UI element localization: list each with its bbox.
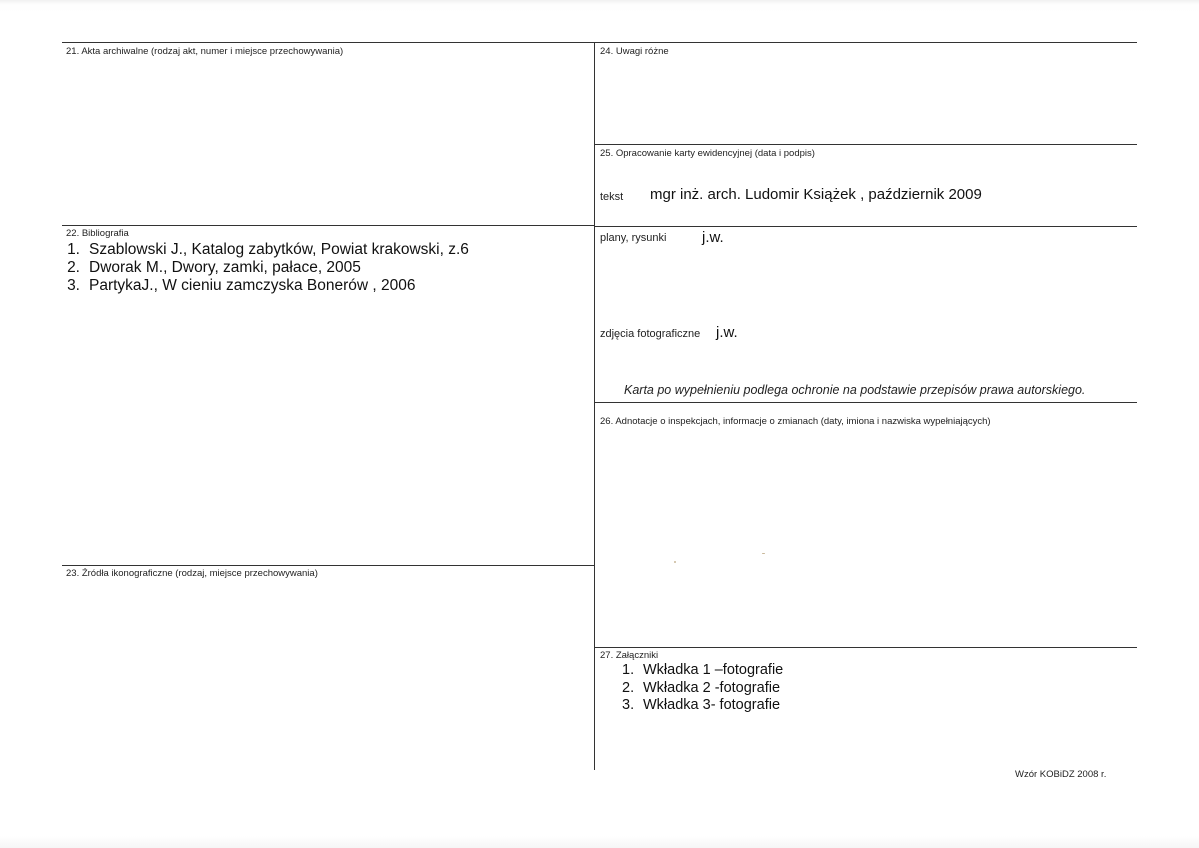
attachment-item-number: 3. [622, 697, 635, 713]
section-27-label: 27. Załączniki [600, 650, 659, 661]
plany-value: j.w. [702, 229, 724, 246]
attachment-item-number: 2. [622, 679, 635, 696]
section-23-label: 23. Źródła ikonograficzne (rodzaj, miejsce przechowywania) [66, 568, 318, 579]
top-rule [62, 42, 1137, 43]
attachment-item-number: 1. [622, 662, 635, 678]
rule-section-27 [595, 647, 1137, 648]
rule-section-22 [62, 225, 595, 226]
rule-section-25-sub [595, 226, 1137, 227]
attachment-item [622, 697, 783, 715]
bibliography-item [66, 241, 469, 259]
scan-speck [762, 553, 765, 554]
bibliography-item [66, 277, 469, 295]
bibliography-list [66, 241, 469, 295]
bibliography-item-number: 3. [67, 277, 80, 294]
copyright-note: Karta po wypełnieniu podlega ochronie na podstawie przepisów prawa autorskiego. [624, 383, 1086, 397]
attachment-item-text: Wkładka 1 –fotografie [643, 662, 784, 678]
scan-speck [674, 561, 676, 563]
attachment-item [622, 662, 783, 680]
bibliography-item [66, 259, 469, 277]
zdjecia-value: j.w. [716, 324, 738, 341]
plany-label: plany, rysunki [600, 232, 667, 244]
attachment-item [622, 680, 783, 698]
center-divider [594, 42, 595, 770]
zdjecia-label: zdjęcia fotograficzne [600, 328, 701, 340]
section-26-label: 26. Adnotacje o inspekcjach, informacje o zmianach (daty, imiona i nazwiska wypełniających) [600, 416, 991, 427]
attachment-item-text: Wkładka 3- fotografie [643, 697, 781, 713]
bibliography-item-text: Dworak M., Dwory, zamki, pałace, 2005 [89, 259, 361, 276]
tekst-value: mgr inż. arch. Ludomir Książek , październik 2009 [650, 186, 982, 203]
attachment-item-text: Wkładka 2 -fotografie [643, 679, 781, 696]
section-24-label: 24. Uwagi różne [600, 46, 669, 57]
section-22-label: 22. Bibliografia [66, 228, 129, 239]
form-template-footer: Wzór KOBiDZ 2008 r. [1015, 769, 1107, 780]
bibliography-item-text: PartykaJ., W cieniu zamczyska Bonerów , 2006 [89, 277, 416, 294]
rule-section-23 [62, 565, 595, 566]
attachments-list [622, 662, 783, 715]
bibliography-item-number: 2. [67, 259, 80, 276]
rule-section-26 [595, 402, 1137, 403]
bibliography-item-text: Szablowski J., Katalog zabytków, Powiat krakowski, z.6 [89, 241, 469, 258]
bibliography-item-number: 1. [67, 241, 80, 258]
tekst-label: tekst [600, 191, 624, 203]
section-21-label: 21. Akta archiwalne (rodzaj akt, numer i miejsce przechowywania) [66, 46, 344, 57]
rule-section-25 [595, 144, 1137, 145]
section-25-label: 25. Opracowanie karty ewidencyjnej (data i podpis) [600, 148, 815, 159]
